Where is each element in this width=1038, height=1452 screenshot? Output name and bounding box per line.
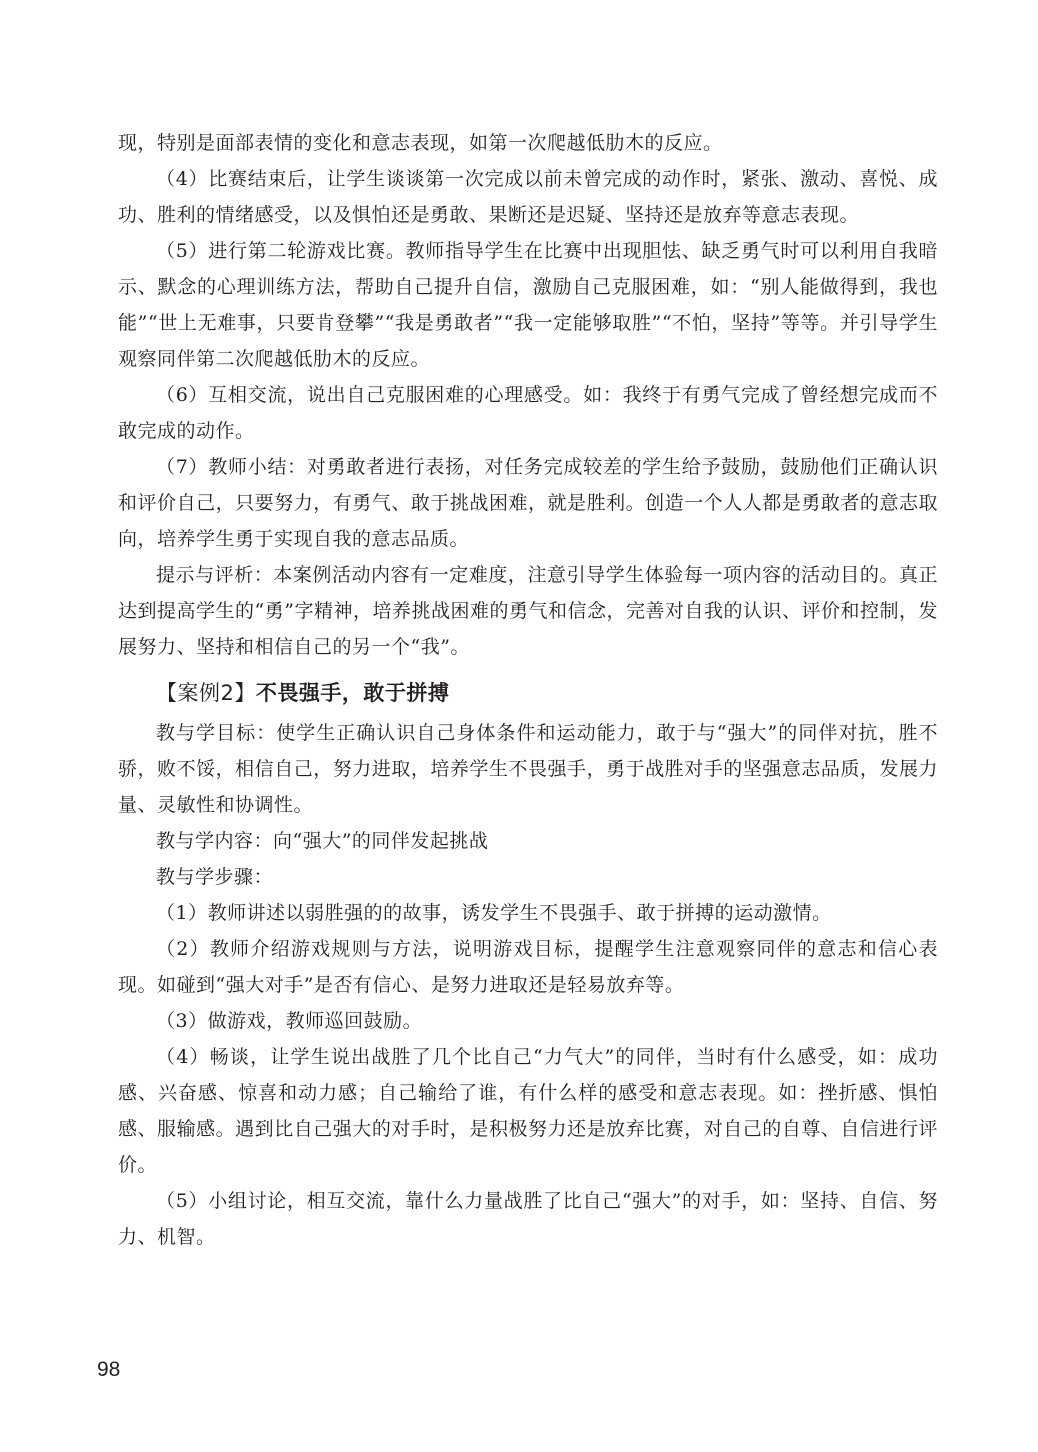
paragraph-steps-heading: 教与学步骤：	[156, 866, 274, 888]
page-number: 98	[97, 1358, 121, 1381]
case-tag: 【案例2】	[156, 681, 256, 705]
paragraph-continuation: 现，特别是面部表情的变化和意志表现，如第一次爬越低肋木的反应。	[118, 132, 723, 154]
paragraph-case2-step-2: （2）教师介绍游戏规则与方法，说明游戏目标，提醒学生注意观察同伴的意志和信心表现。如碰到“强大对手”是否有信心、是努力进取还是轻易放弃等。	[118, 938, 938, 996]
paragraph-content: 教与学内容：向“强大”的同伴发起挑战	[156, 830, 489, 852]
paragraph-step-5: （5）进行第二轮游戏比赛。教师指导学生在比赛中出现胆怯、缺乏勇气时可以利用自我暗示、默念的心理训练方法，帮助自己提升自信，激励自己克服困难，如：“别人能做得到，我也能”“世上无难事，只要肯登攀”“我是勇敢者”“我一定能够取胜”“不怕，坚持”等等。并引导学生观察同伴第二次爬越低肋木的反应。	[118, 240, 938, 370]
paragraph-case2-step-4: （4）畅谈，让学生说出战胜了几个比自己“力气大”的同伴，当时有什么感受，如：成功感、兴奋感、惊喜和动力感；自己输给了谁，有什么样的感受和意志表现。如：挫折感、惧怕感、服输感。遇到比自己强大的对手时，是积极努力还是放弃比赛，对自己的自尊、自信进行评价。	[118, 1046, 938, 1176]
body-text	[118, 125, 938, 1255]
paragraph-step-7: （7）教师小结：对勇敢者进行表扬，对任务完成较差的学生给予鼓励，鼓励他们正确认识和评价自己，只要努力，有勇气、敢于挑战困难，就是胜利。创造一个人人都是勇敢者的意志取向，培养学生勇于实现自我的意志品质。	[118, 456, 938, 550]
case-heading	[118, 675, 938, 711]
paragraph-case2-step-5: （5）小组讨论，相互交流，靠什么力量战胜了比自己“强大”的对手，如：坚持、自信、努力、机智。	[118, 1190, 938, 1248]
paragraph-commentary: 提示与评析：本案例活动内容有一定难度，注意引导学生体验每一项内容的活动目的。真正达到提高学生的“勇”字精神，培养挑战困难的勇气和信念，完善对自我的认识、评价和控制，发展努力、坚持和相信自己的另一个“我”。	[118, 564, 938, 658]
paragraph-step-4: （4）比赛结束后，让学生谈谈第一次完成以前未曾完成的动作时，紧张、激动、喜悦、成功、胜利的情绪感受，以及惧怕还是勇敢、果断还是迟疑、坚持还是放弃等意志表现。	[118, 168, 938, 226]
paragraph-case2-step-1: （1）教师讲述以弱胜强的的故事，诱发学生不畏强手、敢于拼搏的运动激情。	[156, 902, 832, 924]
paragraph-goal: 教与学目标：使学生正确认识自己身体条件和运动能力，敢于与“强大”的同伴对抗，胜不骄，败不馁，相信自己，努力进取，培养学生不畏强手，勇于战胜对手的坚强意志品质，发展力量、灵敏性和协调性。	[118, 722, 938, 816]
paragraph-case2-step-3: （3）做游戏，教师巡回鼓励。	[156, 1010, 423, 1032]
case-title: 不畏强手，敢于拼搏	[255, 681, 450, 705]
paragraph-step-6: （6）互相交流，说出自己克服困难的心理感受。如：我终于有勇气完成了曾经想完成而不敢完成的动作。	[118, 384, 938, 442]
